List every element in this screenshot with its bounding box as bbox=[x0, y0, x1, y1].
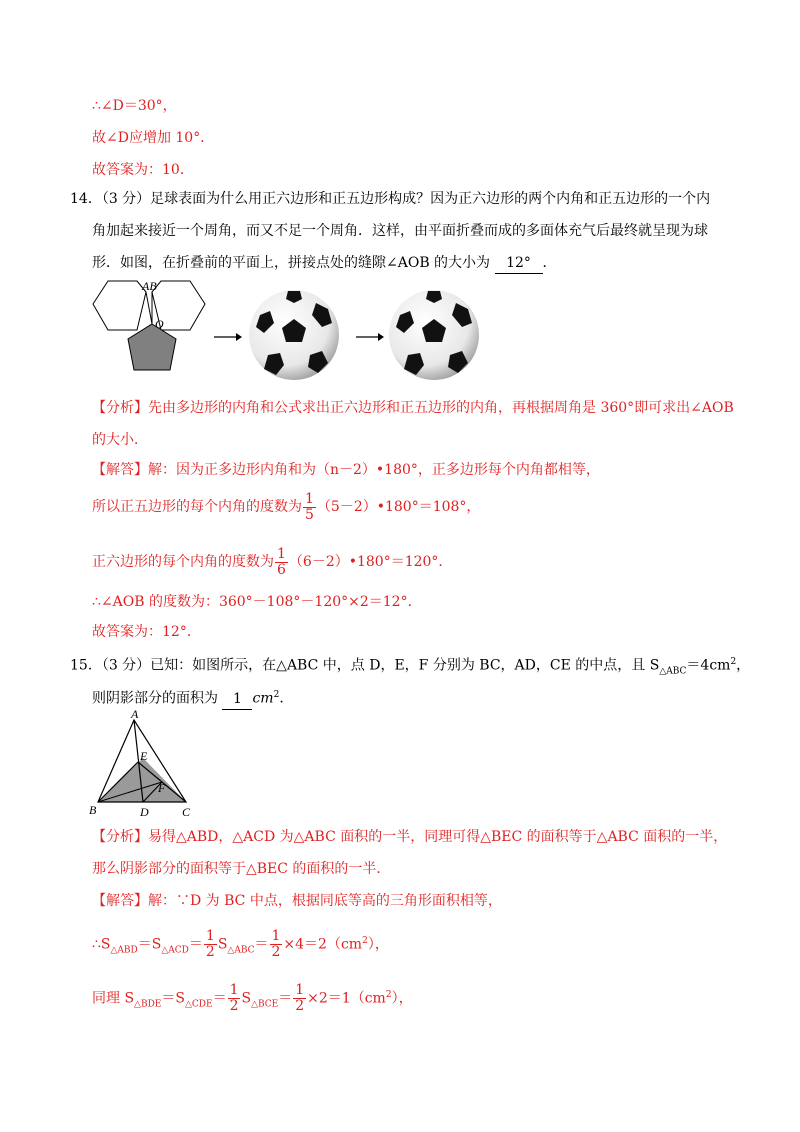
q14-text1: （3 分）足球表面为什么用正六边形和正五边形构成？因为正六边形的两个内角和正五边形的一个内 bbox=[101, 191, 711, 207]
q15-solution-line-1: 【解答】解：∵D 为 BC 中点，根据同底等高的三角形面积相等， bbox=[92, 893, 502, 909]
q14-solution-line-1 bbox=[92, 460, 600, 480]
q14-text-line-3 bbox=[92, 253, 557, 274]
q15-label-d: D bbox=[140, 805, 149, 818]
q15-text-line-1: 15．（3 分）已知：如图所示，在△ABC 中，点 D，E，F 分别为 BC，AD，CE 的中点，且 $S_{\triangle ABC}=4cm^2$， bbox=[70, 657, 751, 677]
top-line-2: 故∠D应增加 10°． bbox=[92, 130, 215, 146]
q14-solution-line-2 bbox=[92, 490, 480, 524]
q14-label-o: O bbox=[155, 317, 164, 331]
fraction-one-half: $\frac{1}{2}$ bbox=[205, 928, 215, 961]
q15-analysis-line-2: 那么阴影部分的面积等于△BEC 的面积的一半． bbox=[92, 861, 391, 877]
q14-solution-line-4: ∴∠AOB 的度数为：360°－108°－120°×2＝12°． bbox=[92, 594, 422, 610]
q15-number: 15． bbox=[70, 657, 102, 674]
soccer-ball-icon bbox=[388, 289, 480, 381]
arrow-icon bbox=[214, 332, 242, 342]
q14-polygon-figure bbox=[90, 278, 220, 380]
q15-solution-line-3: 同理 $S_{\triangle BDE}=S_{\triangle CDE}=$ $\frac{1}{2}$ $S_{\triangle BCE}=$ $\frac{1}{2}$ $\times 2=1(cm^2)$， bbox=[92, 982, 413, 1015]
q14-analysis-tag: 【分析】 bbox=[92, 400, 148, 416]
q15-text-line-2: 则阴影部分的面积为 1 $cm^2$． bbox=[92, 685, 293, 710]
top-line-1: ∴∠D＝30°， bbox=[92, 98, 177, 114]
q14-solution-tag: 【解答】 bbox=[92, 462, 148, 478]
q15-label-c: C bbox=[182, 805, 191, 818]
q14-analysis-line-1 bbox=[92, 398, 734, 418]
q14-text3-post: ． bbox=[542, 255, 557, 271]
q14-solution3-post: （6－2）•180°＝120°． bbox=[288, 554, 453, 570]
q15-analysis-line-1: 【分析】易得△ABD，△ACD 为△ABC 面积的一半，同理可得△BEC 的面积等于△ABC 面积的一半， bbox=[92, 829, 728, 845]
top-line-3: 故答案为：10． bbox=[92, 162, 194, 178]
q14-text3-pre: 形．如图，在折叠前的平面上，拼接点处的缝隙∠AOB 的大小为 bbox=[92, 255, 491, 271]
q15-triangle-figure bbox=[88, 706, 200, 818]
q14-label-ab: AB bbox=[142, 279, 157, 293]
q15-analysis-tag: 【分析】 bbox=[92, 829, 148, 845]
q15-label-f: F bbox=[158, 781, 166, 795]
q14-text-line-1 bbox=[70, 189, 710, 209]
q14-analysis1: 先由多边形的内角和公式求出正六边形和正五边形的内角，再根据周角是 360°即可求出∠AOB bbox=[148, 400, 734, 416]
fraction-one-half: $\frac{1}{2}$ bbox=[229, 982, 239, 1015]
fraction-one-sixth: $\frac{1}{6}$ bbox=[277, 545, 286, 578]
arrow-icon bbox=[356, 332, 384, 342]
q14-analysis-line-2: 的大小． bbox=[92, 432, 148, 448]
q14-solution-line-3 bbox=[92, 545, 452, 579]
q15-solution-tag: 【解答】 bbox=[92, 893, 148, 909]
fraction-one-half: $\frac{1}{2}$ bbox=[295, 982, 305, 1015]
q14-solution3-pre: 正六边形的每个内角的度数为 bbox=[92, 554, 274, 570]
fraction-one-half: $\frac{1}{2}$ bbox=[271, 928, 281, 961]
q15-label-b: B bbox=[89, 803, 97, 817]
q14-solution1: 解：因为正多边形内角和为（n－2）•180°，正多边形每个内角都相等， bbox=[148, 462, 600, 478]
fraction-one-fifth: $\frac{1}{5}$ bbox=[305, 490, 314, 523]
q15-answer: 1 bbox=[222, 689, 252, 710]
q15-solution-line-2: $\therefore S_{\triangle ABD}=S_{\triangle ACD}=$ $\frac{1}{2}$ $S_{\triangle ABC}=$ $\frac{1}{2}$ $\times 4=2(cm^2)$， bbox=[92, 928, 389, 961]
q14-solution2-post: （5－2）•180°＝108°， bbox=[316, 499, 481, 515]
q14-solution2-pre: 所以正五边形的每个内角的度数为 bbox=[92, 499, 302, 515]
soccer-ball-icon bbox=[248, 289, 340, 381]
q14-answer: 12° bbox=[495, 253, 543, 274]
q15-label-e: E bbox=[140, 749, 148, 763]
q14-final-answer: 故答案为：12°． bbox=[92, 624, 201, 640]
q14-text-line-2: 角加起来接近一个周角，而又不足一个周角．这样，由平面折叠而成的多面体充气后最终就呈现为球 bbox=[92, 223, 708, 239]
q14-number: 14． bbox=[70, 191, 102, 207]
q15-label-a: A bbox=[131, 707, 139, 721]
